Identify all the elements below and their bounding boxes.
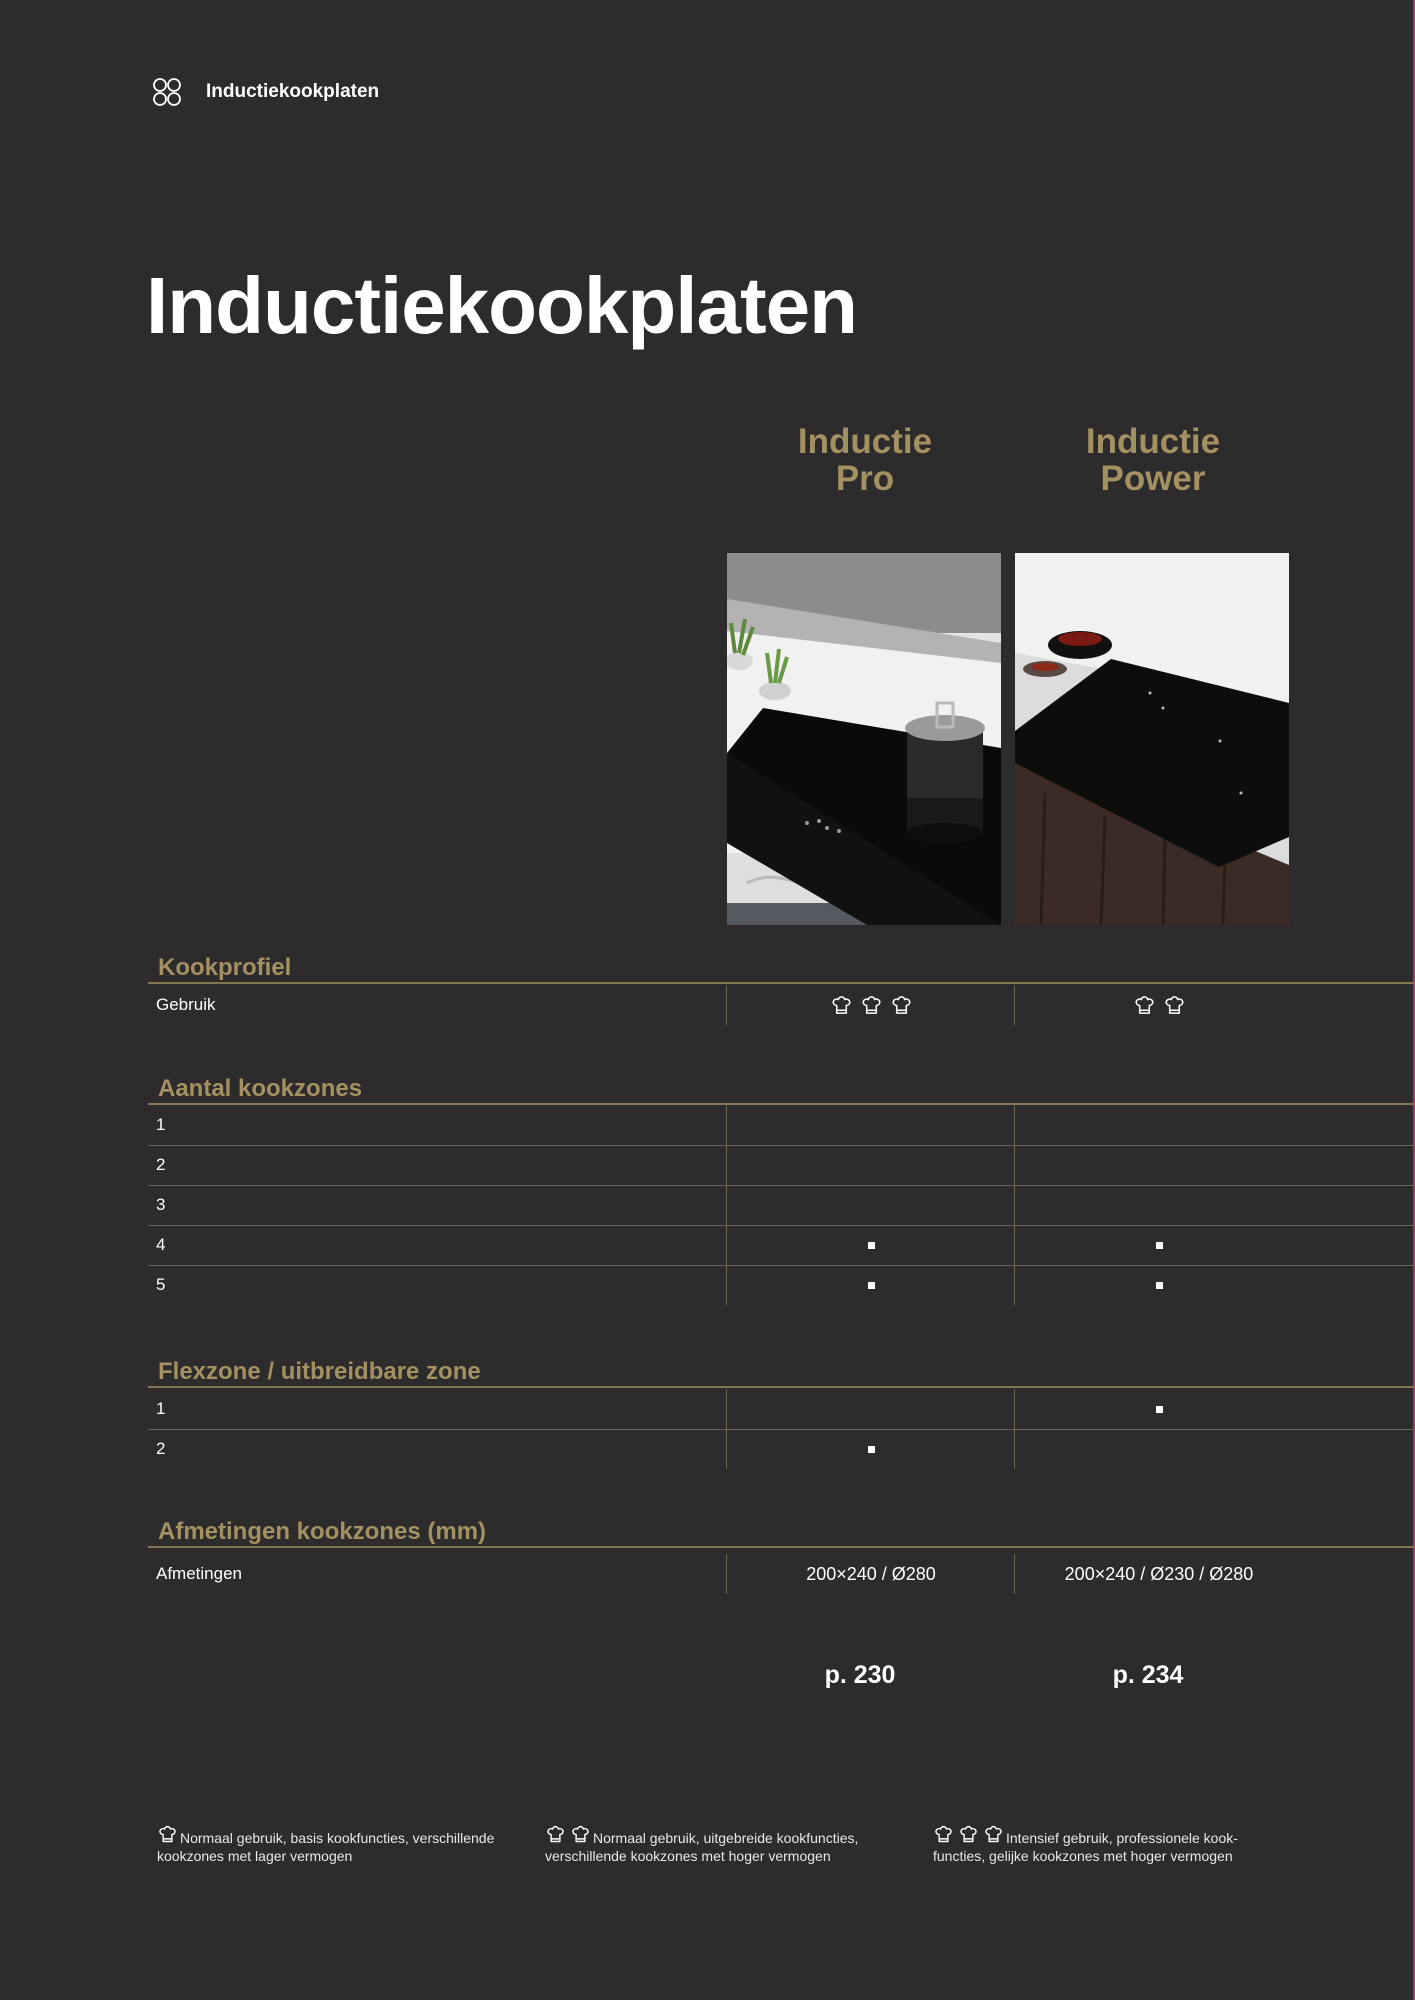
column-heading-inductie-pro: Inductie Pro (797, 422, 933, 498)
row-label: Afmetingen (156, 1564, 242, 1583)
chef-hat-icon (958, 1824, 979, 1845)
chef-hat-icon (983, 1824, 1004, 1845)
row-label: 1 (156, 1399, 166, 1418)
cell-power (1014, 1265, 1303, 1305)
cell-pro-dimensions: 200×240 / Ø280 (726, 1554, 1015, 1594)
cell-pro (726, 1185, 1015, 1225)
section-rule (148, 1386, 1414, 1388)
cell-power (1014, 1105, 1303, 1145)
cell-power (1014, 1145, 1303, 1185)
cell-power (1014, 1225, 1303, 1265)
section-title-flexzone: Flexzone / uitbreidbare zone (158, 1358, 481, 1385)
cell-power (1014, 1429, 1303, 1469)
chef-hat-icon (1133, 994, 1156, 1017)
row-label: 4 (156, 1235, 166, 1254)
legend-text: Normaal gebruik, basis kookfuncties, verschillende kookzones met lager vermogen (157, 1830, 495, 1864)
table-row (148, 1225, 1414, 1266)
legend-text: Intensief gebruik, professionele kook-functies, gelijke kookzones met hoger vermogen (933, 1830, 1238, 1864)
chef-hat-icon (570, 1824, 591, 1845)
check-mark-square (868, 1242, 875, 1249)
section-rule (148, 1546, 1414, 1548)
cell-pro (726, 1145, 1015, 1185)
page-reference-pro: p. 230 (824, 1661, 896, 1689)
column-heading-inductie-power: Inductie Power (1085, 422, 1221, 498)
legend-item-1 (157, 1824, 497, 1865)
legend-hats (545, 1824, 591, 1845)
table-row (148, 1145, 1414, 1186)
legend-hats (933, 1824, 1004, 1845)
check-mark-square (868, 1282, 875, 1289)
row-label: 3 (156, 1195, 166, 1214)
header-title: Inductiekookplaten (206, 81, 380, 102)
legend-hats (157, 1824, 178, 1845)
cell-power-dimensions: 200×240 / Ø230 / Ø280 (1014, 1554, 1303, 1594)
row-label: 2 (156, 1155, 166, 1174)
chef-hat-icon (933, 1824, 954, 1845)
row-label: 1 (156, 1115, 166, 1134)
induction-pro-photo (727, 553, 1001, 925)
check-mark-square (1156, 1282, 1163, 1289)
legend-item-2 (545, 1824, 885, 1865)
section-title-kookprofiel: Kookprofiel (158, 954, 292, 981)
cell-pro (726, 1105, 1015, 1145)
chef-hat-icon (830, 994, 853, 1017)
section-title-afmetingen: Afmetingen kookzones (mm) (158, 1518, 487, 1545)
chef-hat-icon (890, 994, 913, 1017)
section-title-kookzones: Aantal kookzones (158, 1075, 363, 1102)
check-mark-square (868, 1446, 875, 1453)
check-mark-square (1156, 1406, 1163, 1413)
page-header (152, 74, 379, 110)
table-row (148, 1389, 1414, 1430)
induction-power-photo (1015, 553, 1289, 925)
table-row-gebruik (148, 985, 1414, 1025)
table-row-afmetingen (148, 1554, 1414, 1594)
row-label: 5 (156, 1275, 166, 1294)
table-row (148, 1185, 1414, 1226)
cell-power-hats (1014, 985, 1303, 1025)
four-circles-icon (152, 77, 182, 107)
chef-hat-icon (860, 994, 883, 1017)
cell-power (1014, 1389, 1303, 1429)
row-label: 2 (156, 1439, 166, 1458)
page-reference-power: p. 234 (1112, 1661, 1184, 1689)
cell-pro (726, 1429, 1015, 1469)
chef-hat-icon (545, 1824, 566, 1845)
chef-hat-icon (157, 1824, 178, 1845)
check-mark-square (1156, 1242, 1163, 1249)
chef-hat-icon (1163, 994, 1186, 1017)
cell-pro (726, 1225, 1015, 1265)
cell-pro (726, 1265, 1015, 1305)
page-title: Inductiekookplaten (146, 261, 857, 350)
row-label: Gebruik (156, 995, 216, 1014)
table-row (148, 1265, 1414, 1305)
cell-power (1014, 1185, 1303, 1225)
cell-pro-hats (726, 985, 1015, 1025)
section-rule (148, 982, 1414, 984)
cell-pro (726, 1389, 1015, 1429)
table-row (148, 1429, 1414, 1469)
legend-text: Normaal gebruik, uitgebreide kookfuncties, verschillende kookzones met hoger vermogen (545, 1830, 859, 1864)
table-row (148, 1105, 1414, 1146)
legend-item-3 (933, 1824, 1273, 1865)
